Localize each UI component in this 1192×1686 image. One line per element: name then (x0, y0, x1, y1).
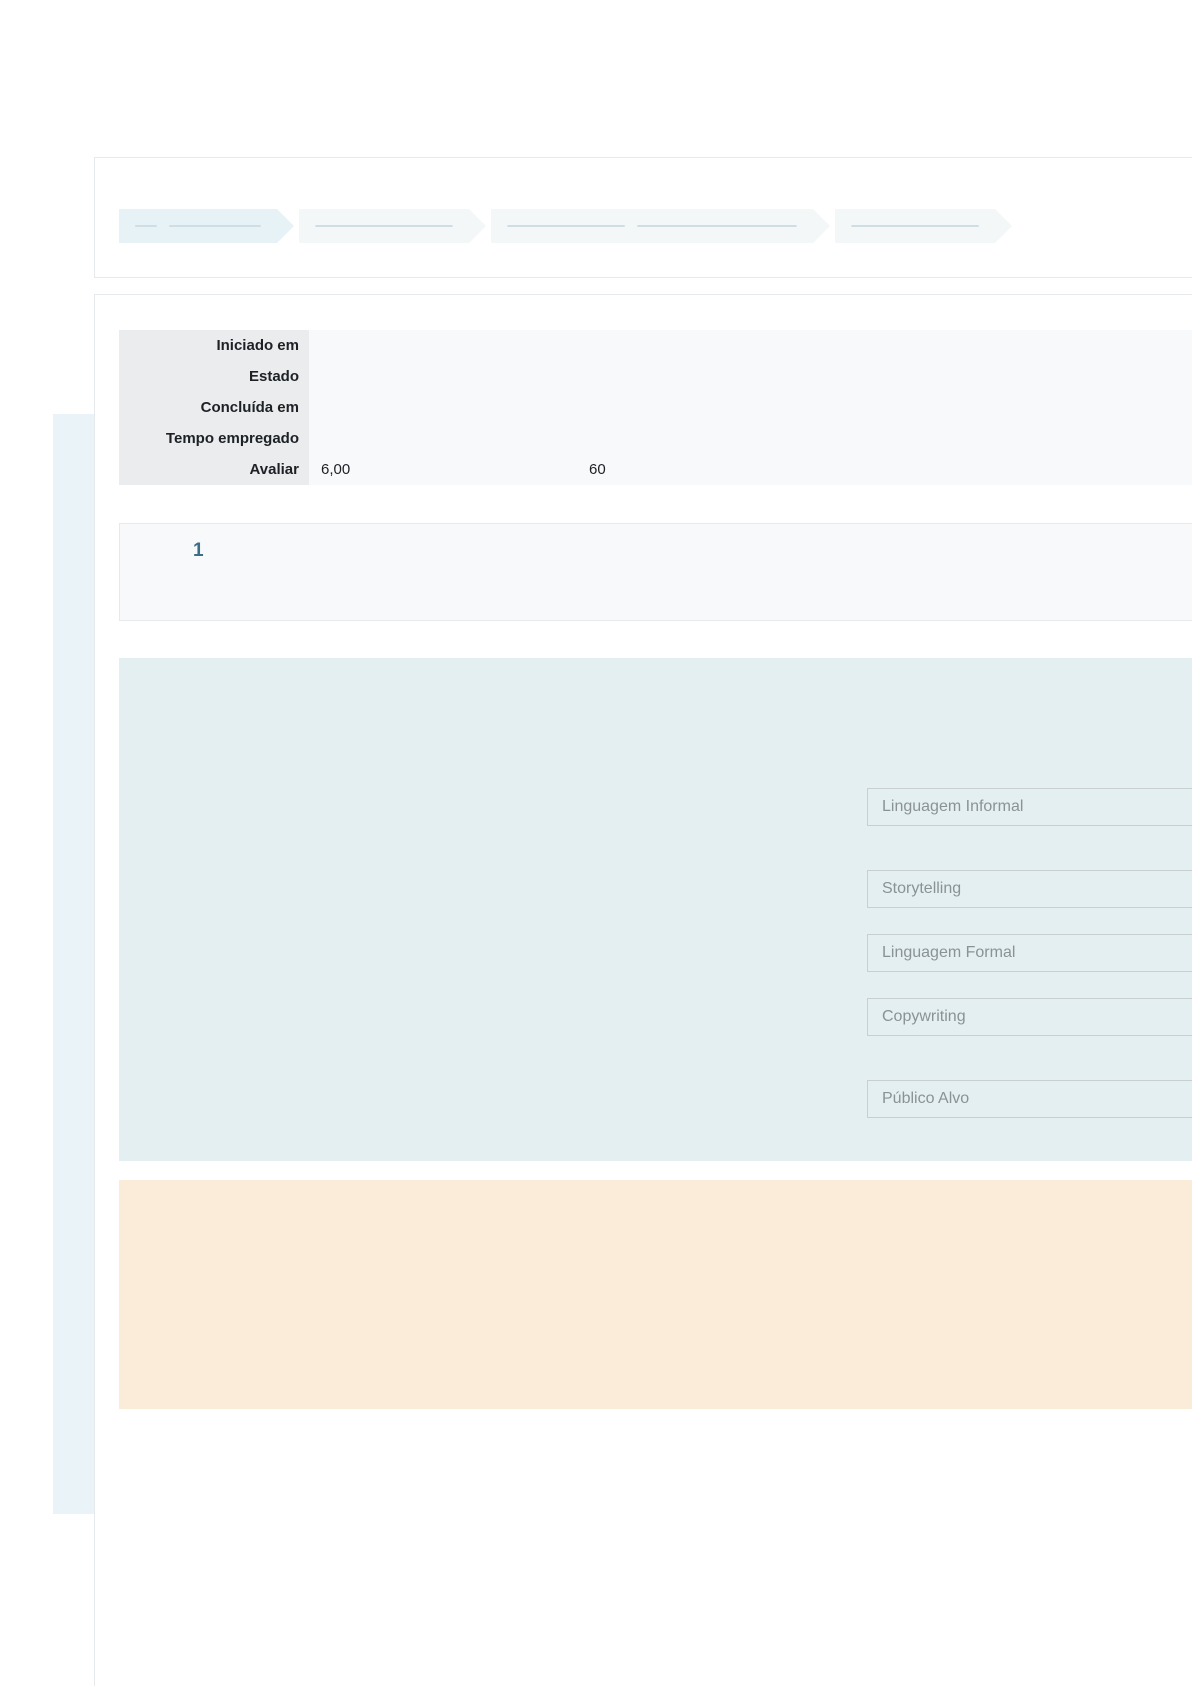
drag-item-copywriting[interactable] (867, 998, 1192, 1036)
breadcrumb-item-3[interactable] (491, 209, 813, 243)
table-row (119, 454, 1192, 485)
feedback-block (119, 1180, 1192, 1409)
question-number: 1 (193, 540, 204, 561)
breadcrumb-item-4[interactable] (835, 209, 995, 243)
drag-item-label: Público Alvo (882, 1090, 970, 1107)
table-row (119, 423, 1192, 454)
breadcrumb-link-2[interactable] (315, 225, 453, 227)
drag-item-label: Copywriting (882, 1008, 966, 1025)
table-row (119, 392, 1192, 423)
quiz-attempt-panel (94, 294, 1192, 1686)
drag-and-drop-area[interactable] (119, 658, 1192, 1161)
drag-item-linguagem-formal[interactable] (867, 934, 1192, 972)
draggable-items-list[interactable] (867, 788, 1192, 1146)
summary-value-state (309, 361, 1192, 392)
table-row (119, 330, 1192, 361)
summary-value-completed (309, 392, 1192, 423)
breadcrumb-link-1b[interactable] (169, 225, 261, 227)
summary-label-completed: Concluída em (119, 392, 309, 423)
drag-item-publico-alvo[interactable] (867, 1080, 1192, 1118)
summary-label-state: Estado (119, 361, 309, 392)
summary-label-grade: Avaliar (119, 454, 309, 485)
left-accent-rail (53, 414, 94, 1514)
grade-obtained: 6,00 (321, 461, 351, 478)
breadcrumb-link-1a[interactable] (135, 225, 157, 227)
breadcrumb-link-4[interactable] (851, 225, 979, 227)
grade-maximum: 60 (589, 461, 606, 478)
drag-item-storytelling[interactable] (867, 870, 1192, 908)
summary-label-started: Iniciado em (119, 330, 309, 361)
summary-value-grade (309, 454, 1192, 485)
summary-value-time (309, 423, 1192, 454)
drag-item-label: Linguagem Informal (882, 798, 1024, 815)
breadcrumb-panel (94, 157, 1192, 278)
question-header (119, 523, 1192, 621)
breadcrumb-link-3b[interactable] (637, 225, 797, 227)
table-row (119, 361, 1192, 392)
drag-item-label: Linguagem Formal (882, 944, 1016, 961)
breadcrumb-item-1[interactable] (119, 209, 277, 243)
breadcrumb-link-3a[interactable] (507, 225, 625, 227)
summary-label-time: Tempo empregado (119, 423, 309, 454)
breadcrumb (119, 209, 1179, 243)
summary-value-started (309, 330, 1192, 361)
drag-item-label: Storytelling (882, 880, 962, 897)
breadcrumb-item-2[interactable] (299, 209, 469, 243)
attempt-summary-table (119, 330, 1192, 485)
drag-item-linguagem-informal[interactable] (867, 788, 1192, 826)
